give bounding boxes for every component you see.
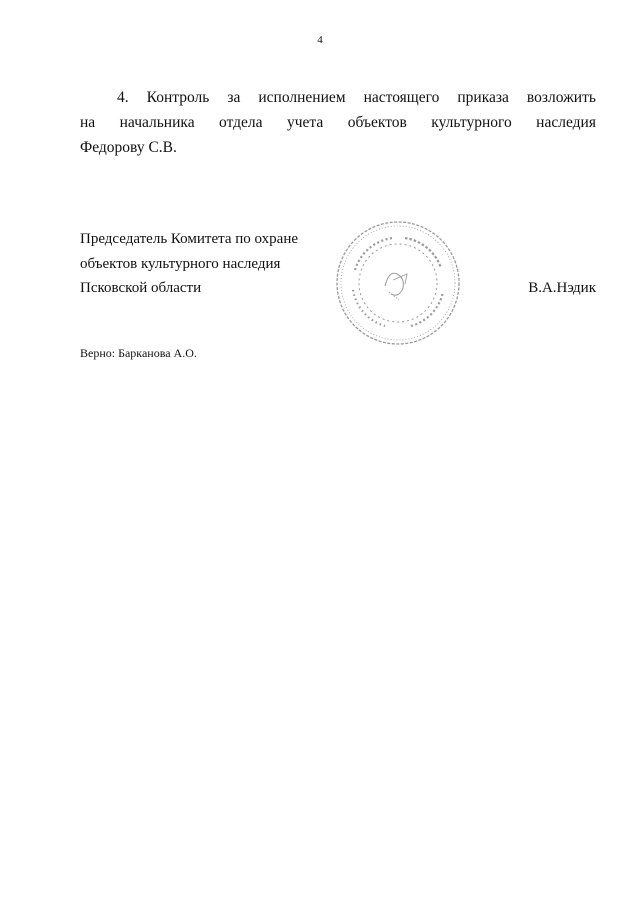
paragraph-word: Контроль [146,89,210,106]
official-seal-icon [333,218,463,348]
signer-name: В.А.Нэдик [528,280,596,296]
paragraph-word: культурного [431,114,512,131]
paragraph-word: объектов [347,114,407,131]
paragraph-word: исполнением [258,89,346,106]
signer-position-line: Председатель Комитета по охране [80,231,299,247]
paragraph-word: 4. [117,89,129,106]
paragraph-word: возложить [526,89,596,106]
signer-position-line: Псковской области [80,280,202,296]
paragraph-line-1 [80,85,596,110]
verified-line: Верно: Барканова А.О. [80,346,197,360]
paragraph-word: начальника [119,114,195,131]
page-number: 4 [317,34,323,46]
paragraph-word: учета [286,114,324,131]
paragraph-word: отдела [219,114,263,131]
paragraph-word: за [227,89,241,106]
paragraph-text: Федорову С.В. [80,139,177,156]
signer-position [80,227,298,301]
signer-position-line: объектов культурного наследия [80,255,281,272]
paragraph-line-2 [80,110,596,135]
paragraph-word: приказа [457,89,509,106]
paragraph-line-3 [80,135,596,160]
instruction-paragraph [80,85,596,160]
paragraph-word: на [80,114,96,131]
paragraph-word: наследия [536,114,596,131]
paragraph-word: настоящего [363,89,440,106]
